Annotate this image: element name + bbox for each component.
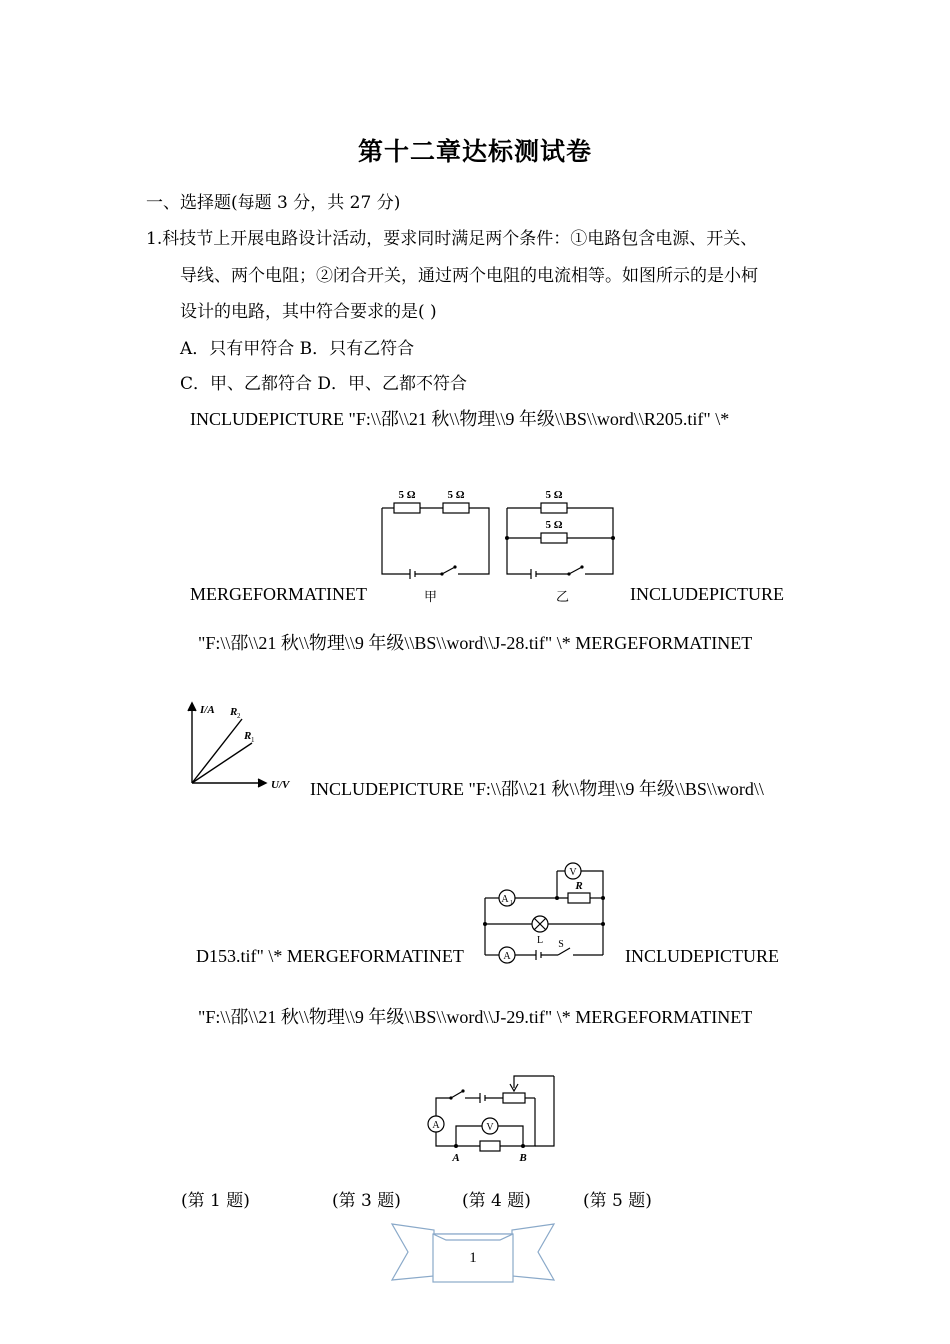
q1-resistor-label-4: 5 Ω — [545, 519, 563, 531]
q5-voltmeter-label: V — [486, 1122, 494, 1133]
field-code-2-path: "F:\\邵\\21 秋\\物理\\9 年级\\BS\\word\\J-28.tif" \* MERGEFORMATINET — [198, 633, 753, 653]
field-code-4-start: INCLUDEPICTURE — [625, 946, 779, 966]
q4-switch-label: S — [558, 939, 564, 950]
field-code-2-start: INCLUDEPICTURE — [630, 584, 784, 604]
q1-resistor-label-2: 5 Ω — [447, 489, 465, 501]
q1-label-yi: 乙 — [556, 590, 570, 605]
q5-ammeter-label: A — [432, 1120, 440, 1131]
figure-q1-circuits — [375, 484, 620, 584]
q3-r2-subscript: 2 — [237, 712, 241, 720]
q3-y-axis-label: I/A — [200, 704, 215, 716]
caption-question-1: (第 1 题) — [181, 1191, 250, 1211]
caption-question-3: (第 3 题) — [332, 1191, 401, 1211]
figure-q3-iu-graph — [180, 697, 300, 793]
q4-ammeter1-label: A — [501, 894, 509, 905]
q1-resistor-label-1: 5 Ω — [398, 489, 416, 501]
page-number: 1 — [469, 1250, 477, 1266]
section-heading: 一、选择题(每题 3 分，共 27 分) — [146, 193, 401, 213]
q4-lamp-label: L — [536, 935, 544, 946]
q1-resistor-label-3: 5 Ω — [545, 489, 563, 501]
field-code-4-path: "F:\\邵\\21 秋\\物理\\9 年级\\BS\\word\\J-29.tif" \* MERGEFORMATINET — [198, 1007, 753, 1027]
figure-q4-circuit — [480, 858, 615, 970]
q5-point-a-label: A — [452, 1152, 460, 1164]
question-1-line-3: 设计的电路，其中符合要求的是( ) — [180, 302, 437, 322]
q4-ammeter1-subscript: 1 — [510, 900, 513, 906]
q5-point-b-label: B — [519, 1152, 527, 1164]
page-title: 第十二章达标测试卷 — [357, 137, 592, 166]
question-1-options-cd: C．甲、乙都符合 D．甲、乙都不符合 — [180, 374, 468, 394]
question-1-options-ab: A．只有甲符合 B．只有乙符合 — [180, 339, 415, 359]
question-1-line-2: 导线、两个电阻；②闭合开关，通过两个电阻的电流相等。如图所示的是小柯 — [180, 266, 758, 286]
figure-q5-circuit — [420, 1068, 565, 1166]
q3-x-axis-label: U/V — [271, 779, 290, 791]
q3-r2-label: R — [230, 706, 238, 718]
field-code-3-start: INCLUDEPICTURE "F:\\邵\\21 秋\\物理\\9 年级\\BS\\word\\ — [310, 779, 764, 799]
field-code-3-end: D153.tif" \* MERGEFORMATINET — [196, 946, 464, 966]
field-code-1-end: MERGEFORMATINET — [190, 584, 368, 604]
caption-question-4: (第 4 题) — [462, 1191, 531, 1211]
caption-question-5: (第 5 题) — [583, 1191, 652, 1211]
q3-r1-subscript: 1 — [251, 736, 255, 744]
q1-label-jia: 甲 — [424, 590, 438, 605]
question-1-line-1: 1.科技节上开展电路设计活动，要求同时满足两个条件：①电路包含电源、开关、 — [146, 229, 758, 249]
q4-voltmeter-label: V — [569, 867, 577, 878]
field-code-1-start: INCLUDEPICTURE "F:\\邵\\21 秋\\物理\\9 年级\\BS\\word\\R205.tif" \* — [190, 409, 730, 429]
q4-ammeter-label: A — [503, 951, 511, 962]
q4-resistor-label: R — [575, 880, 583, 892]
q3-r1-label: R — [244, 730, 252, 742]
